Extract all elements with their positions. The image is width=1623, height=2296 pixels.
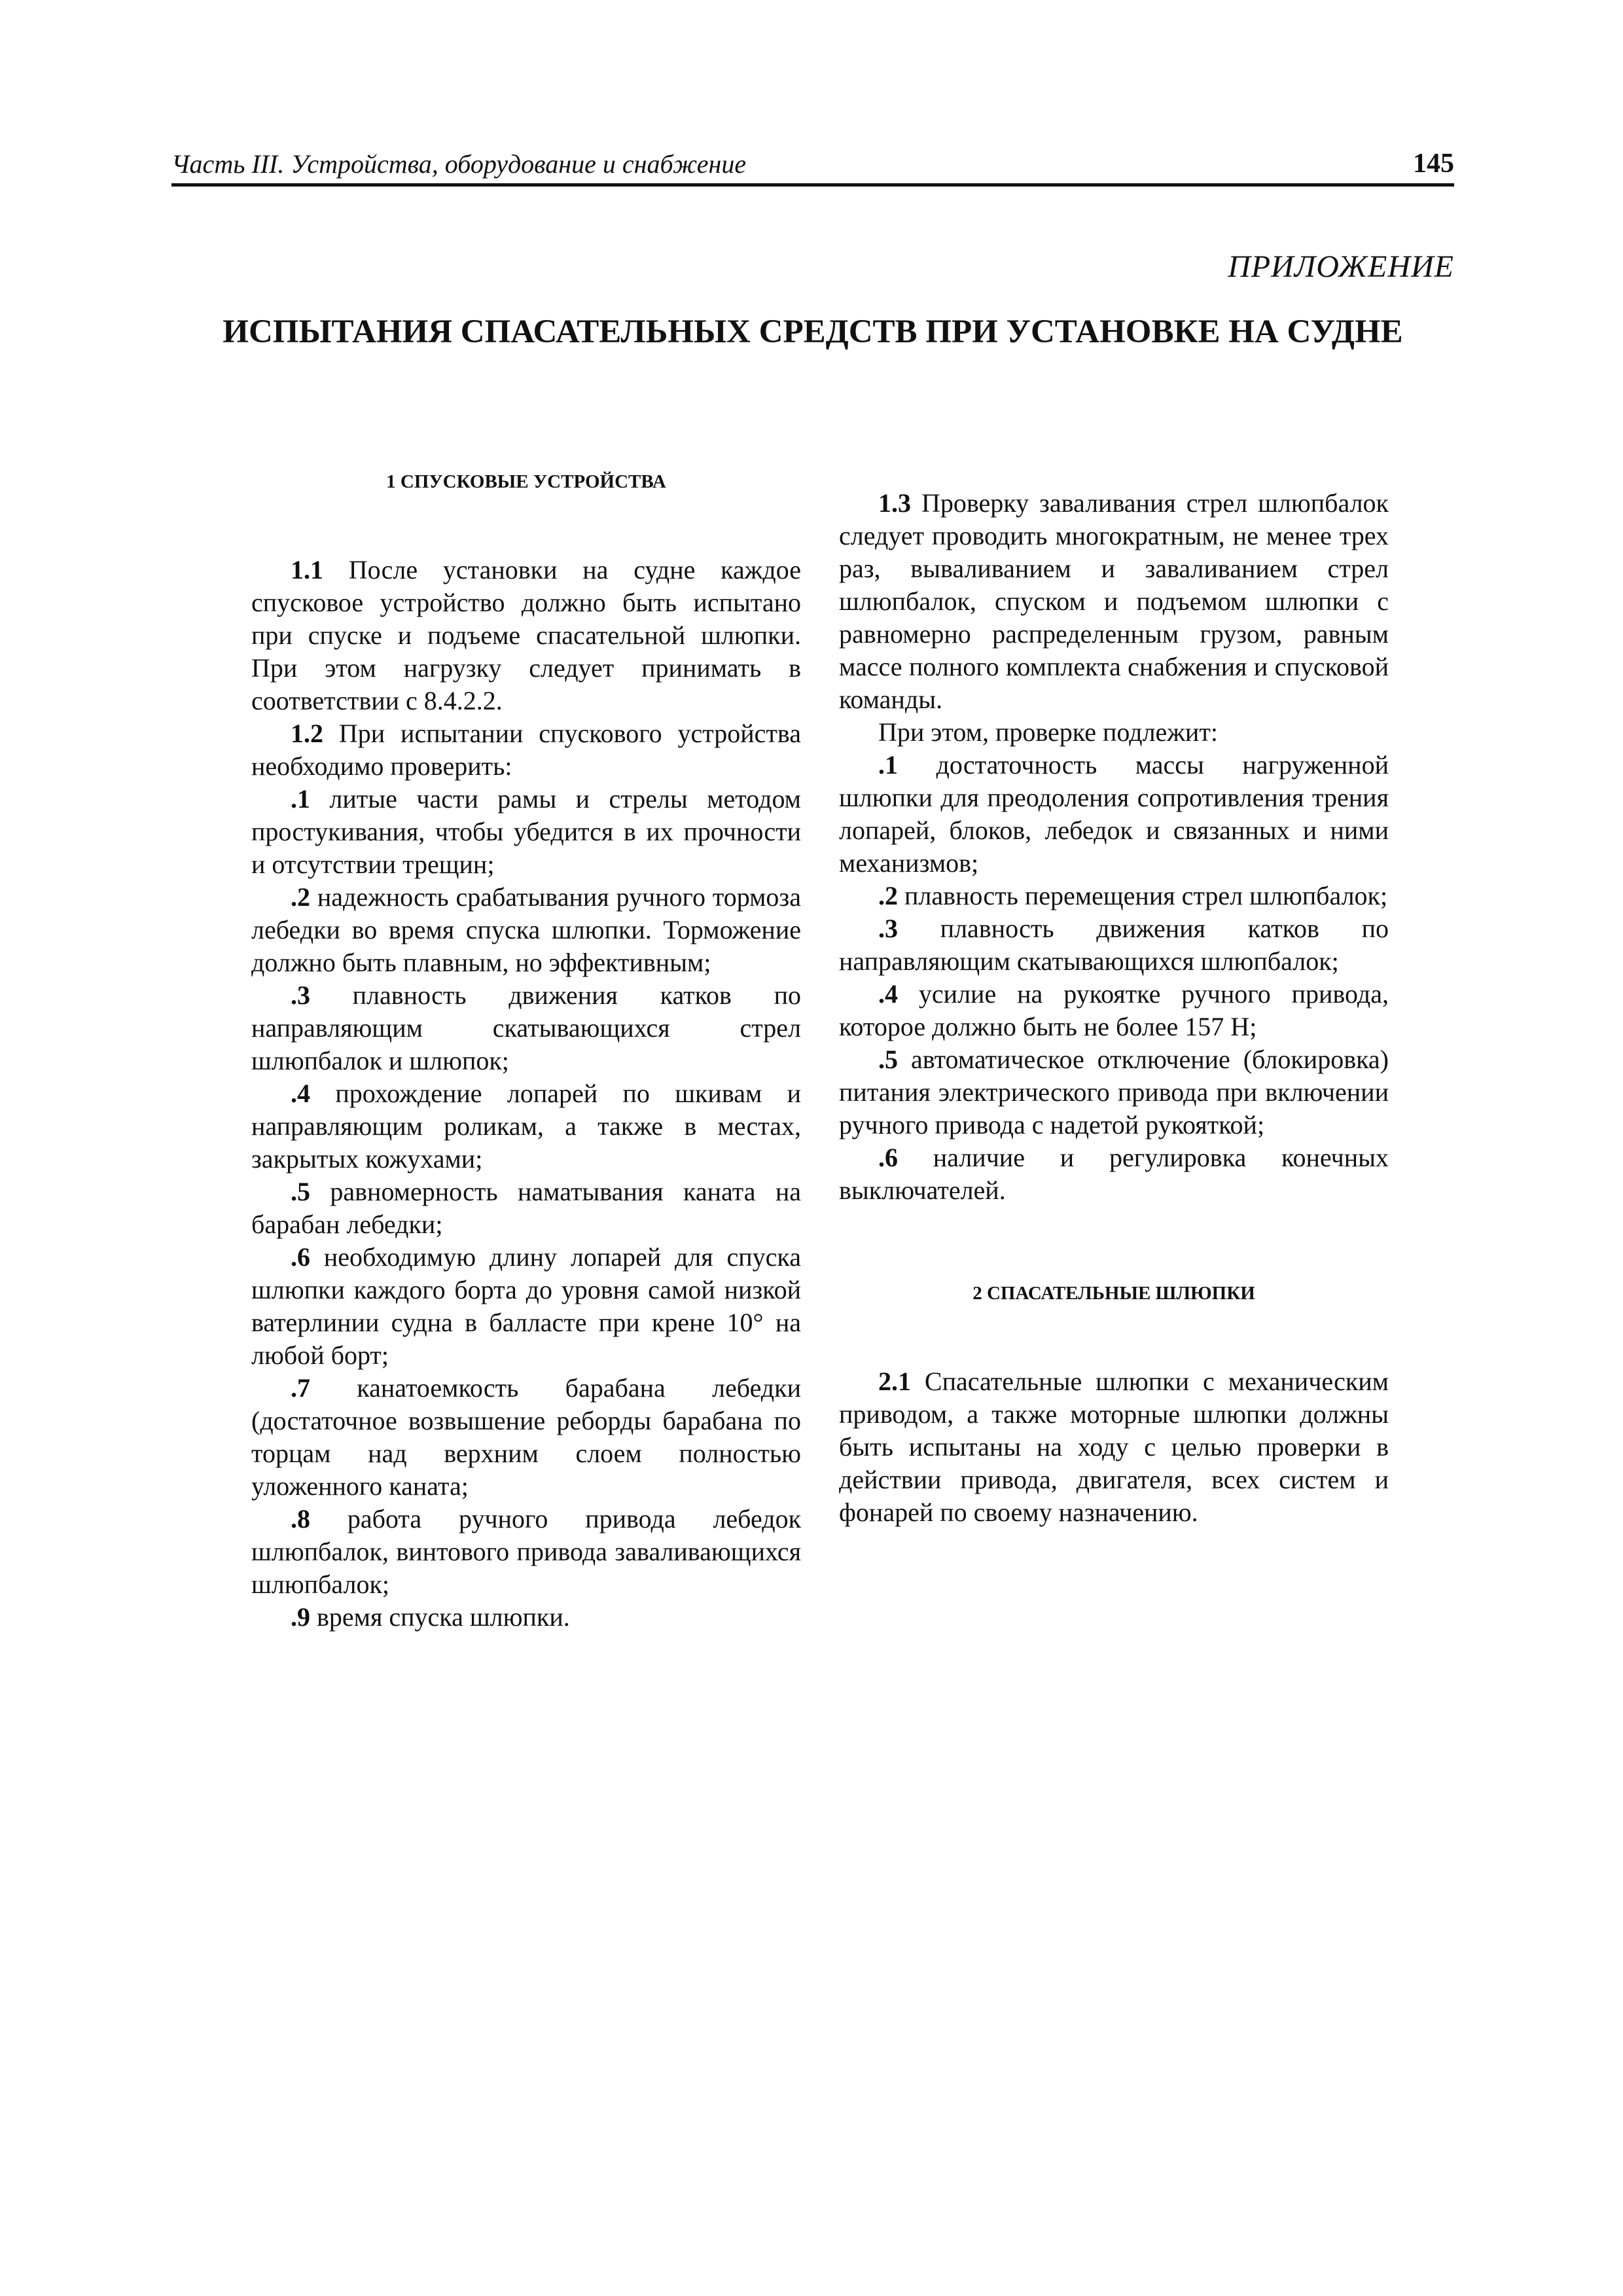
list-item: .5 автоматическое отключение (блокировка) питания электрического привода при включении ручного привода с надетой рукояткой; — [839, 1045, 1389, 1139]
list-item: .6 наличие и регулировка конечных выключателей. — [839, 1143, 1389, 1205]
page-number: 145 — [1413, 149, 1454, 179]
list-item: .4 прохождение лопарей по шкивам и направляющим роликам, а также в местах, закрытых кожухами; — [251, 1079, 801, 1174]
list-item: .9 время спуска шлюпки. — [291, 1602, 570, 1632]
paragraph-1-3: 1.3 Проверку заваливания стрел шлюпбалок следует проводить многократным, не менее трех раз, вываливанием и заваливанием стрел шлюпбалок, спуском и подъемом шлюпки с равномерно распределенным грузом, равным массе полного комплекта снабжения и спусковой команды. — [839, 488, 1389, 714]
list-item: .2 плавность перемещения стрел шлюпбалок; — [878, 881, 1388, 910]
list-item: .6 необходимую длину лопарей для спуска шлюпки каждого борта до уровня самой низкой ватерлинии судна в балласте при крене 10° на любой борт; — [251, 1242, 801, 1370]
left-column — [251, 458, 801, 1634]
paragraph-number: 1.3 — [878, 488, 911, 518]
paragraph-check-intro: При этом, проверке подлежит: — [878, 717, 1218, 747]
list-item: .7 канатоемкость барабана лебедки (достаточное возвышение реборды барабана по торцам над верхним слоем полностью уложенного каната; — [251, 1373, 801, 1501]
header-part-title: Часть III. Устройства, оборудование и снабжение — [171, 149, 747, 179]
paragraph-2-1: 2.1 Спасательные шлюпки с механическим приводом, а также моторные шлюпки должны быть испытаны на ходу с целью проверки в действии привода, двигателя, всех систем и фонарей по своему назначению. — [839, 1367, 1389, 1527]
paragraph-1-2: 1.2 При испытании спускового устройства необходимо проверить: — [251, 719, 801, 781]
list-item: .5 равномерность наматывания каната на барабан лебедки; — [251, 1177, 801, 1239]
list-item: .8 работа ручного привода лебедок шлюпбалок, винтового привода заваливающихся шлюпбалок; — [251, 1504, 801, 1599]
list-item: .4 усилие на рукоятке ручного привода, которое должно быть не более 157 Н; — [839, 979, 1389, 1041]
document-title: ИСПЫТАНИЯ СПАСАТЕЛЬНЫХ СРЕДСТВ ПРИ УСТАНОВКЕ НА СУДНЕ — [223, 314, 1403, 350]
appendix-label: ПРИЛОЖЕНИЕ — [1228, 249, 1454, 284]
section-heading-2: 2 СПАСАТЕЛЬНЫЕ ШЛЮПКИ — [972, 1283, 1255, 1304]
list-item: .1 литые части рамы и стрелы методом простукивания, чтобы убедится в их прочности и отсутствии трещин; — [251, 784, 801, 879]
paragraph-number: 1.1 — [291, 555, 323, 584]
paragraph-1-1: 1.1 После установки на судне каждое спусковое устройство должно быть испытано при спуске и подъеме спасательной шлюпки. При этом нагрузку следует принимать в соответствии с 8.4.2.2. — [251, 555, 801, 715]
paragraph-number: 2.1 — [878, 1367, 911, 1396]
list-item: .2 надежность срабатывания ручного тормоза лебедки во время спуска шлюпки. Торможение должно быть плавным, но эффективным; — [251, 882, 801, 977]
list-item: .1 достаточность массы нагруженной шлюпки для преодоления сопротивления трения лопарей, блоков, лебедок и связанных и ними механизмов; — [839, 750, 1389, 878]
list-item: .3 плавность движения катков по направляющим скатывающихся шлюпбалок; — [839, 914, 1389, 976]
paragraph-number: 1.2 — [291, 719, 323, 748]
section-heading-1: 1 СПУСКОВЫЕ УСТРОЙСТВА — [386, 471, 666, 492]
right-column — [839, 458, 1389, 1529]
list-item: .3 плавность движения катков по направляющим скатывающихся стрел шлюпбалок и шлюпок; — [251, 980, 801, 1075]
running-header — [171, 145, 1454, 187]
